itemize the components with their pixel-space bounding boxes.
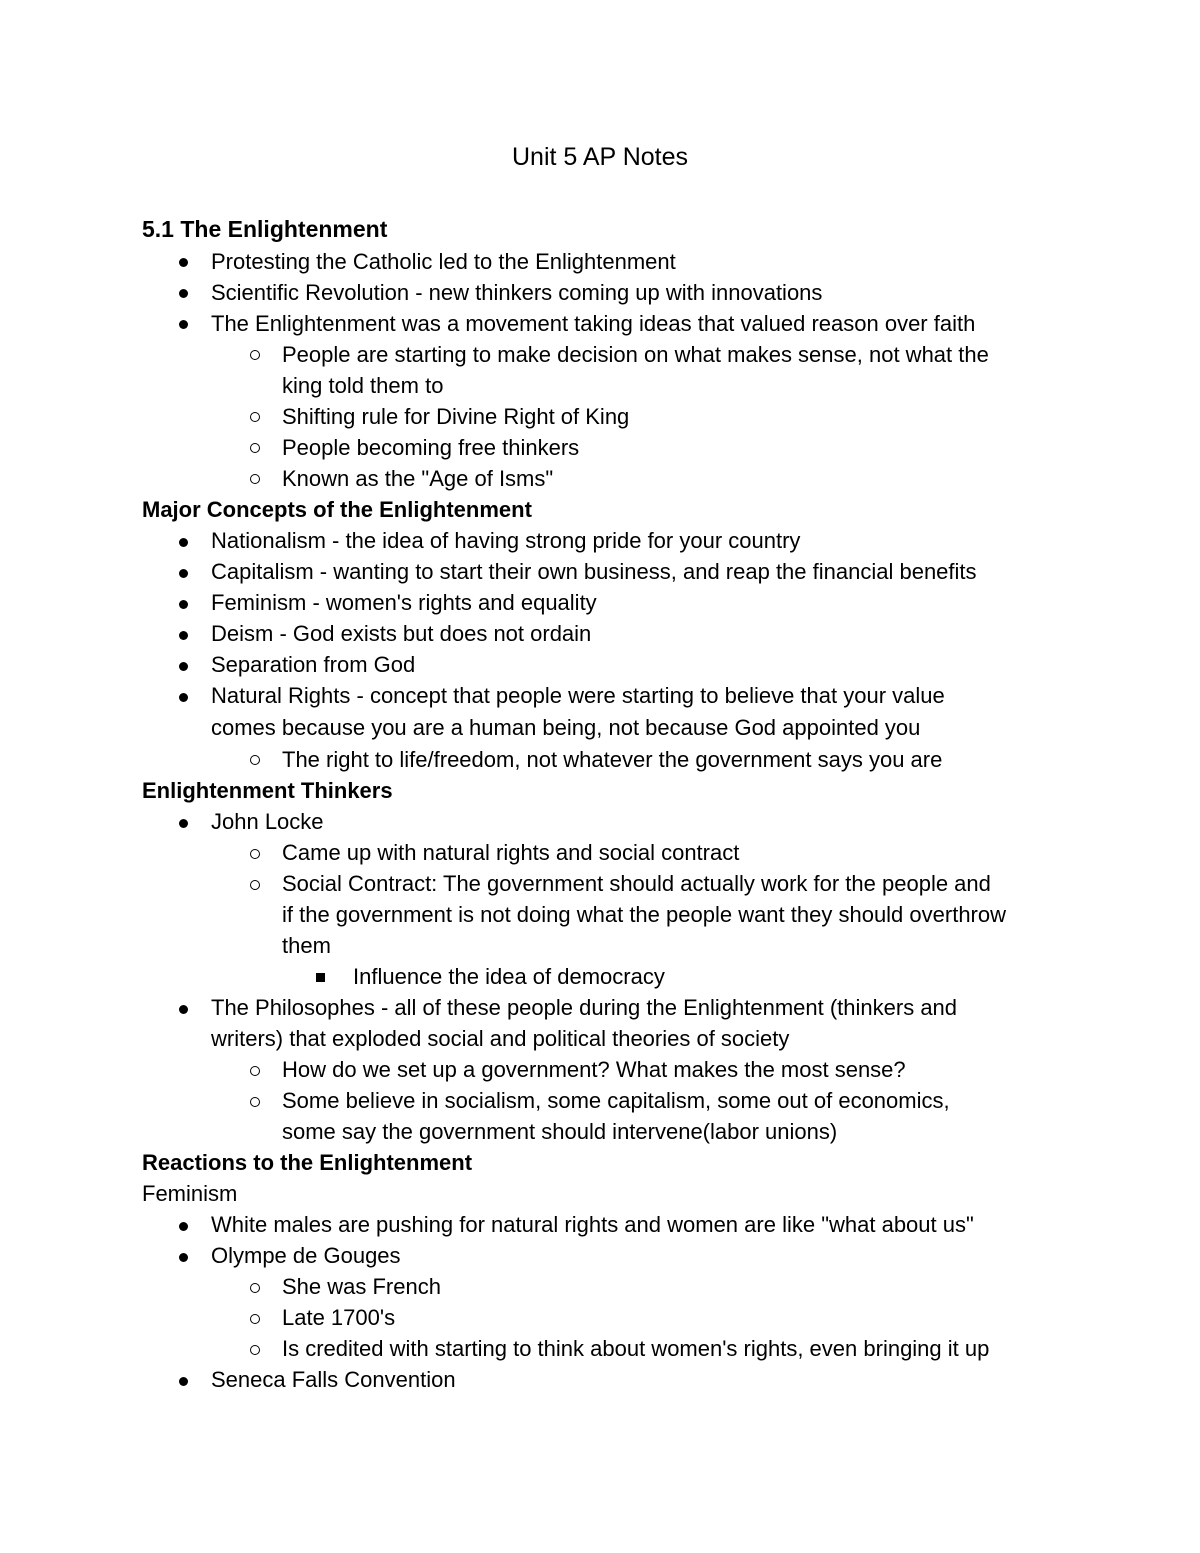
list-item: Scientific Revolution - new thinkers coming up with innovations xyxy=(211,280,823,305)
circle-bullet-icon xyxy=(250,443,260,453)
list-item: Feminism - women's rights and equality xyxy=(211,590,597,615)
bullet-icon xyxy=(179,600,188,609)
bullet-icon xyxy=(179,289,188,298)
list-item: Protesting the Catholic led to the Enlightenment xyxy=(211,249,676,274)
section-subheading: Feminism xyxy=(142,1181,238,1206)
list-item: Seneca Falls Convention xyxy=(211,1367,456,1392)
bullet-icon xyxy=(179,662,188,671)
bullet-icon xyxy=(179,258,188,267)
list-item: Capitalism - wanting to start their own business, and reap the financial benefits xyxy=(211,559,977,584)
list-item-continuation: king told them to xyxy=(282,373,444,398)
list-item: John Locke xyxy=(211,809,324,834)
list-item: Olympe de Gouges xyxy=(211,1243,401,1268)
list-item: Some believe in socialism, some capitalism, some out of economics, xyxy=(282,1088,950,1113)
list-item: Is credited with starting to think about women's rights, even bringing it up xyxy=(282,1336,990,1361)
bullet-icon xyxy=(179,569,188,578)
list-item: Known as the "Age of Isms" xyxy=(282,466,554,491)
section-heading: 5.1 The Enlightenment xyxy=(142,216,388,242)
list-item: Nationalism - the idea of having strong pride for your country xyxy=(211,528,801,553)
list-item: Social Contract: The government should actually work for the people and xyxy=(282,871,991,896)
bullet-icon xyxy=(179,320,188,329)
bullet-icon xyxy=(179,819,188,828)
circle-bullet-icon xyxy=(250,880,260,890)
section-heading: Reactions to the Enlightenment xyxy=(142,1150,473,1175)
list-item-continuation: writers) that exploded social and political theories of society xyxy=(211,1026,790,1051)
bullet-icon xyxy=(179,1222,188,1231)
circle-bullet-icon xyxy=(250,350,260,360)
list-item-continuation: them xyxy=(282,933,331,958)
bullet-icon xyxy=(179,1253,188,1262)
circle-bullet-icon xyxy=(250,1066,260,1076)
circle-bullet-icon xyxy=(250,1097,260,1107)
bullet-icon xyxy=(179,538,188,547)
list-item: Deism - God exists but does not ordain xyxy=(211,621,592,646)
list-item: Natural Rights - concept that people were starting to believe that your value xyxy=(211,683,945,708)
section-heading: Major Concepts of the Enlightenment xyxy=(142,497,532,522)
list-item: Influence the idea of democracy xyxy=(353,964,665,989)
list-item: People becoming free thinkers xyxy=(282,435,580,460)
list-item: The Philosophes - all of these people during the Enlightenment (thinkers and xyxy=(211,995,958,1020)
circle-bullet-icon xyxy=(250,1283,260,1293)
circle-bullet-icon xyxy=(250,1314,260,1324)
list-item: How do we set up a government? What makes the most sense? xyxy=(282,1057,906,1082)
square-bullet-icon xyxy=(316,973,325,982)
list-item: The Enlightenment was a movement taking ideas that valued reason over faith xyxy=(211,311,976,336)
circle-bullet-icon xyxy=(250,755,260,765)
document-title: Unit 5 AP Notes xyxy=(511,143,689,171)
bullet-icon xyxy=(179,693,188,702)
section-heading: Enlightenment Thinkers xyxy=(142,778,393,803)
bullet-icon xyxy=(179,631,188,640)
list-item: Separation from God xyxy=(211,652,416,677)
list-item: Late 1700's xyxy=(282,1305,396,1330)
circle-bullet-icon xyxy=(250,412,260,422)
list-item: The right to life/freedom, not whatever the government says you are xyxy=(282,747,943,772)
list-item: White males are pushing for natural rights and women are like "what about us" xyxy=(211,1212,974,1237)
list-item: People are starting to make decision on what makes sense, not what the xyxy=(282,342,989,367)
list-item: She was French xyxy=(282,1274,441,1299)
circle-bullet-icon xyxy=(250,849,260,859)
circle-bullet-icon xyxy=(250,474,260,484)
list-item: Came up with natural rights and social contract xyxy=(282,840,740,865)
bullet-icon xyxy=(179,1377,188,1386)
circle-bullet-icon xyxy=(250,1345,260,1355)
bullet-icon xyxy=(179,1005,188,1014)
list-item-continuation: comes because you are a human being, not because God appointed you xyxy=(211,715,921,740)
list-item-continuation: if the government is not doing what the people want they should overthrow xyxy=(282,902,1007,927)
list-item-continuation: some say the government should intervene(labor unions) xyxy=(282,1119,838,1144)
list-item: Shifting rule for Divine Right of King xyxy=(282,404,630,429)
